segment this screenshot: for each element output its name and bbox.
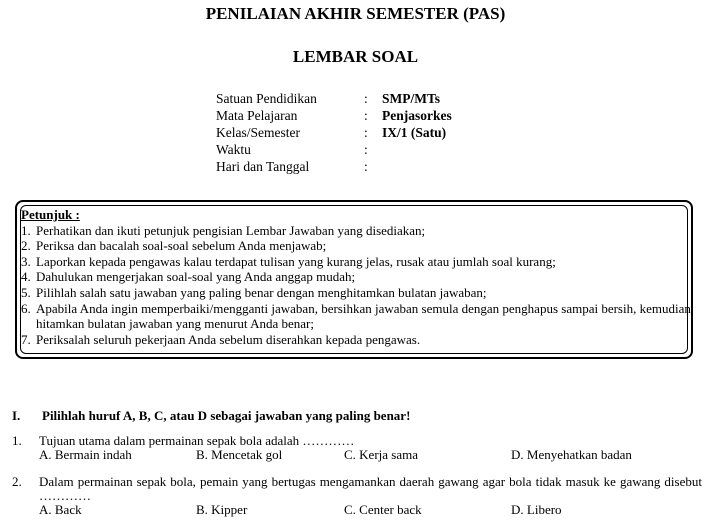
question-number: 1.: [12, 433, 22, 448]
instruction-text: Perhatikan dan ikuti petunjuk pengisian Lembar Jawaban yang disediakan;: [36, 222, 426, 238]
info-label: Waktu: [216, 142, 251, 157]
answer-options: [39, 448, 702, 463]
option-b[interactable]: B. Kipper: [196, 502, 248, 517]
section-heading: [12, 408, 410, 424]
section-number: I.: [12, 408, 21, 423]
instruction-item: [21, 223, 691, 239]
instruction-item: [21, 254, 691, 270]
instruction-number: 1.: [21, 222, 31, 238]
question-text: Dalam permainan sepak bola, pemain yang bertugas mengamankan daerah gawang agar bola tidak masuk ke gawang disebut …………: [39, 474, 702, 503]
info-label: Kelas/Semester: [216, 125, 300, 140]
instruction-text: Pilihlah salah satu jawaban yang paling benar dengan menghitamkan bulatan jawaban;: [36, 284, 487, 300]
info-row-class-semester: [216, 125, 452, 142]
info-row-school-level: [216, 91, 452, 108]
option-c[interactable]: C. Kerja sama: [344, 447, 419, 462]
instruction-item: [21, 301, 691, 332]
page-subtitle: LEMBAR SOAL: [292, 47, 419, 66]
info-value: Penjasorkes: [382, 108, 452, 123]
section-title: Pilihlah huruf A, B, C, atau D sebagai jawaban yang paling benar!: [42, 408, 411, 423]
info-value: SMP/MTs: [382, 91, 441, 106]
instruction-number: 4.: [21, 269, 31, 285]
question-1: [12, 434, 702, 463]
info-row-subject: [216, 108, 452, 125]
answer-options: [39, 503, 702, 518]
instruction-item: [21, 269, 691, 285]
info-colon: :: [364, 125, 368, 140]
info-colon: :: [364, 142, 368, 157]
instruction-text: Laporkan kepada pengawas kalau terdapat tulisan yang kurang jelas, rusak atau jumlah soal kurang;: [36, 253, 556, 269]
instruction-number: 2.: [21, 238, 31, 254]
instruction-number: 6.: [21, 300, 31, 316]
instruction-number: 3.: [21, 253, 31, 269]
option-a[interactable]: A. Bermain indah: [39, 447, 132, 462]
info-value: IX/1 (Satu): [382, 125, 447, 140]
question-number: 2.: [12, 474, 22, 489]
instructions-title: Petunjuk :: [21, 207, 80, 222]
info-colon: :: [364, 91, 368, 106]
instruction-text: Periksa dan bacalah soal-soal sebelum Anda menjawab;: [36, 238, 327, 254]
instruction-text: Dahulukan mengerjakan soal-soal yang Anda anggap mudah;: [36, 269, 356, 285]
option-d[interactable]: D. Libero: [511, 502, 562, 517]
page-title: PENILAIAN AKHIR SEMESTER (PAS): [205, 4, 506, 23]
instruction-text: Periksalah seluruh pekerjaan Anda sebelum diserahkan kepada pengawas.: [36, 331, 421, 347]
exam-info-table: [216, 91, 452, 176]
option-d[interactable]: D. Menyehatkan badan: [511, 447, 632, 462]
instruction-number: 7.: [21, 331, 31, 347]
instruction-item: [21, 332, 691, 348]
instruction-item: [21, 285, 691, 301]
option-a[interactable]: A. Back: [39, 502, 82, 517]
instruction-number: 5.: [21, 284, 31, 300]
instruction-item: [21, 238, 691, 254]
info-row-time: [216, 142, 452, 159]
info-label: Mata Pelajaran: [216, 108, 298, 123]
info-label: Hari dan Tanggal: [216, 159, 310, 174]
info-label: Satuan Pendidikan: [216, 91, 317, 106]
question-2: [12, 475, 702, 518]
info-colon: :: [364, 108, 368, 123]
instructions: [21, 207, 691, 347]
option-c[interactable]: C. Center back: [344, 502, 422, 517]
info-row-date: [216, 159, 452, 176]
instruction-text: Apabila Anda ingin memperbaiki/mengganti jawaban, bersihkan jawaban semula dengan penghapus sampai bersih, kemudian hitamkan bulatan jawaban yang menurut Anda benar;: [36, 300, 691, 332]
question-text: Tujuan utama dalam permainan sepak bola adalah …………: [39, 433, 355, 448]
info-colon: :: [364, 159, 368, 174]
option-b[interactable]: B. Mencetak gol: [196, 447, 283, 462]
